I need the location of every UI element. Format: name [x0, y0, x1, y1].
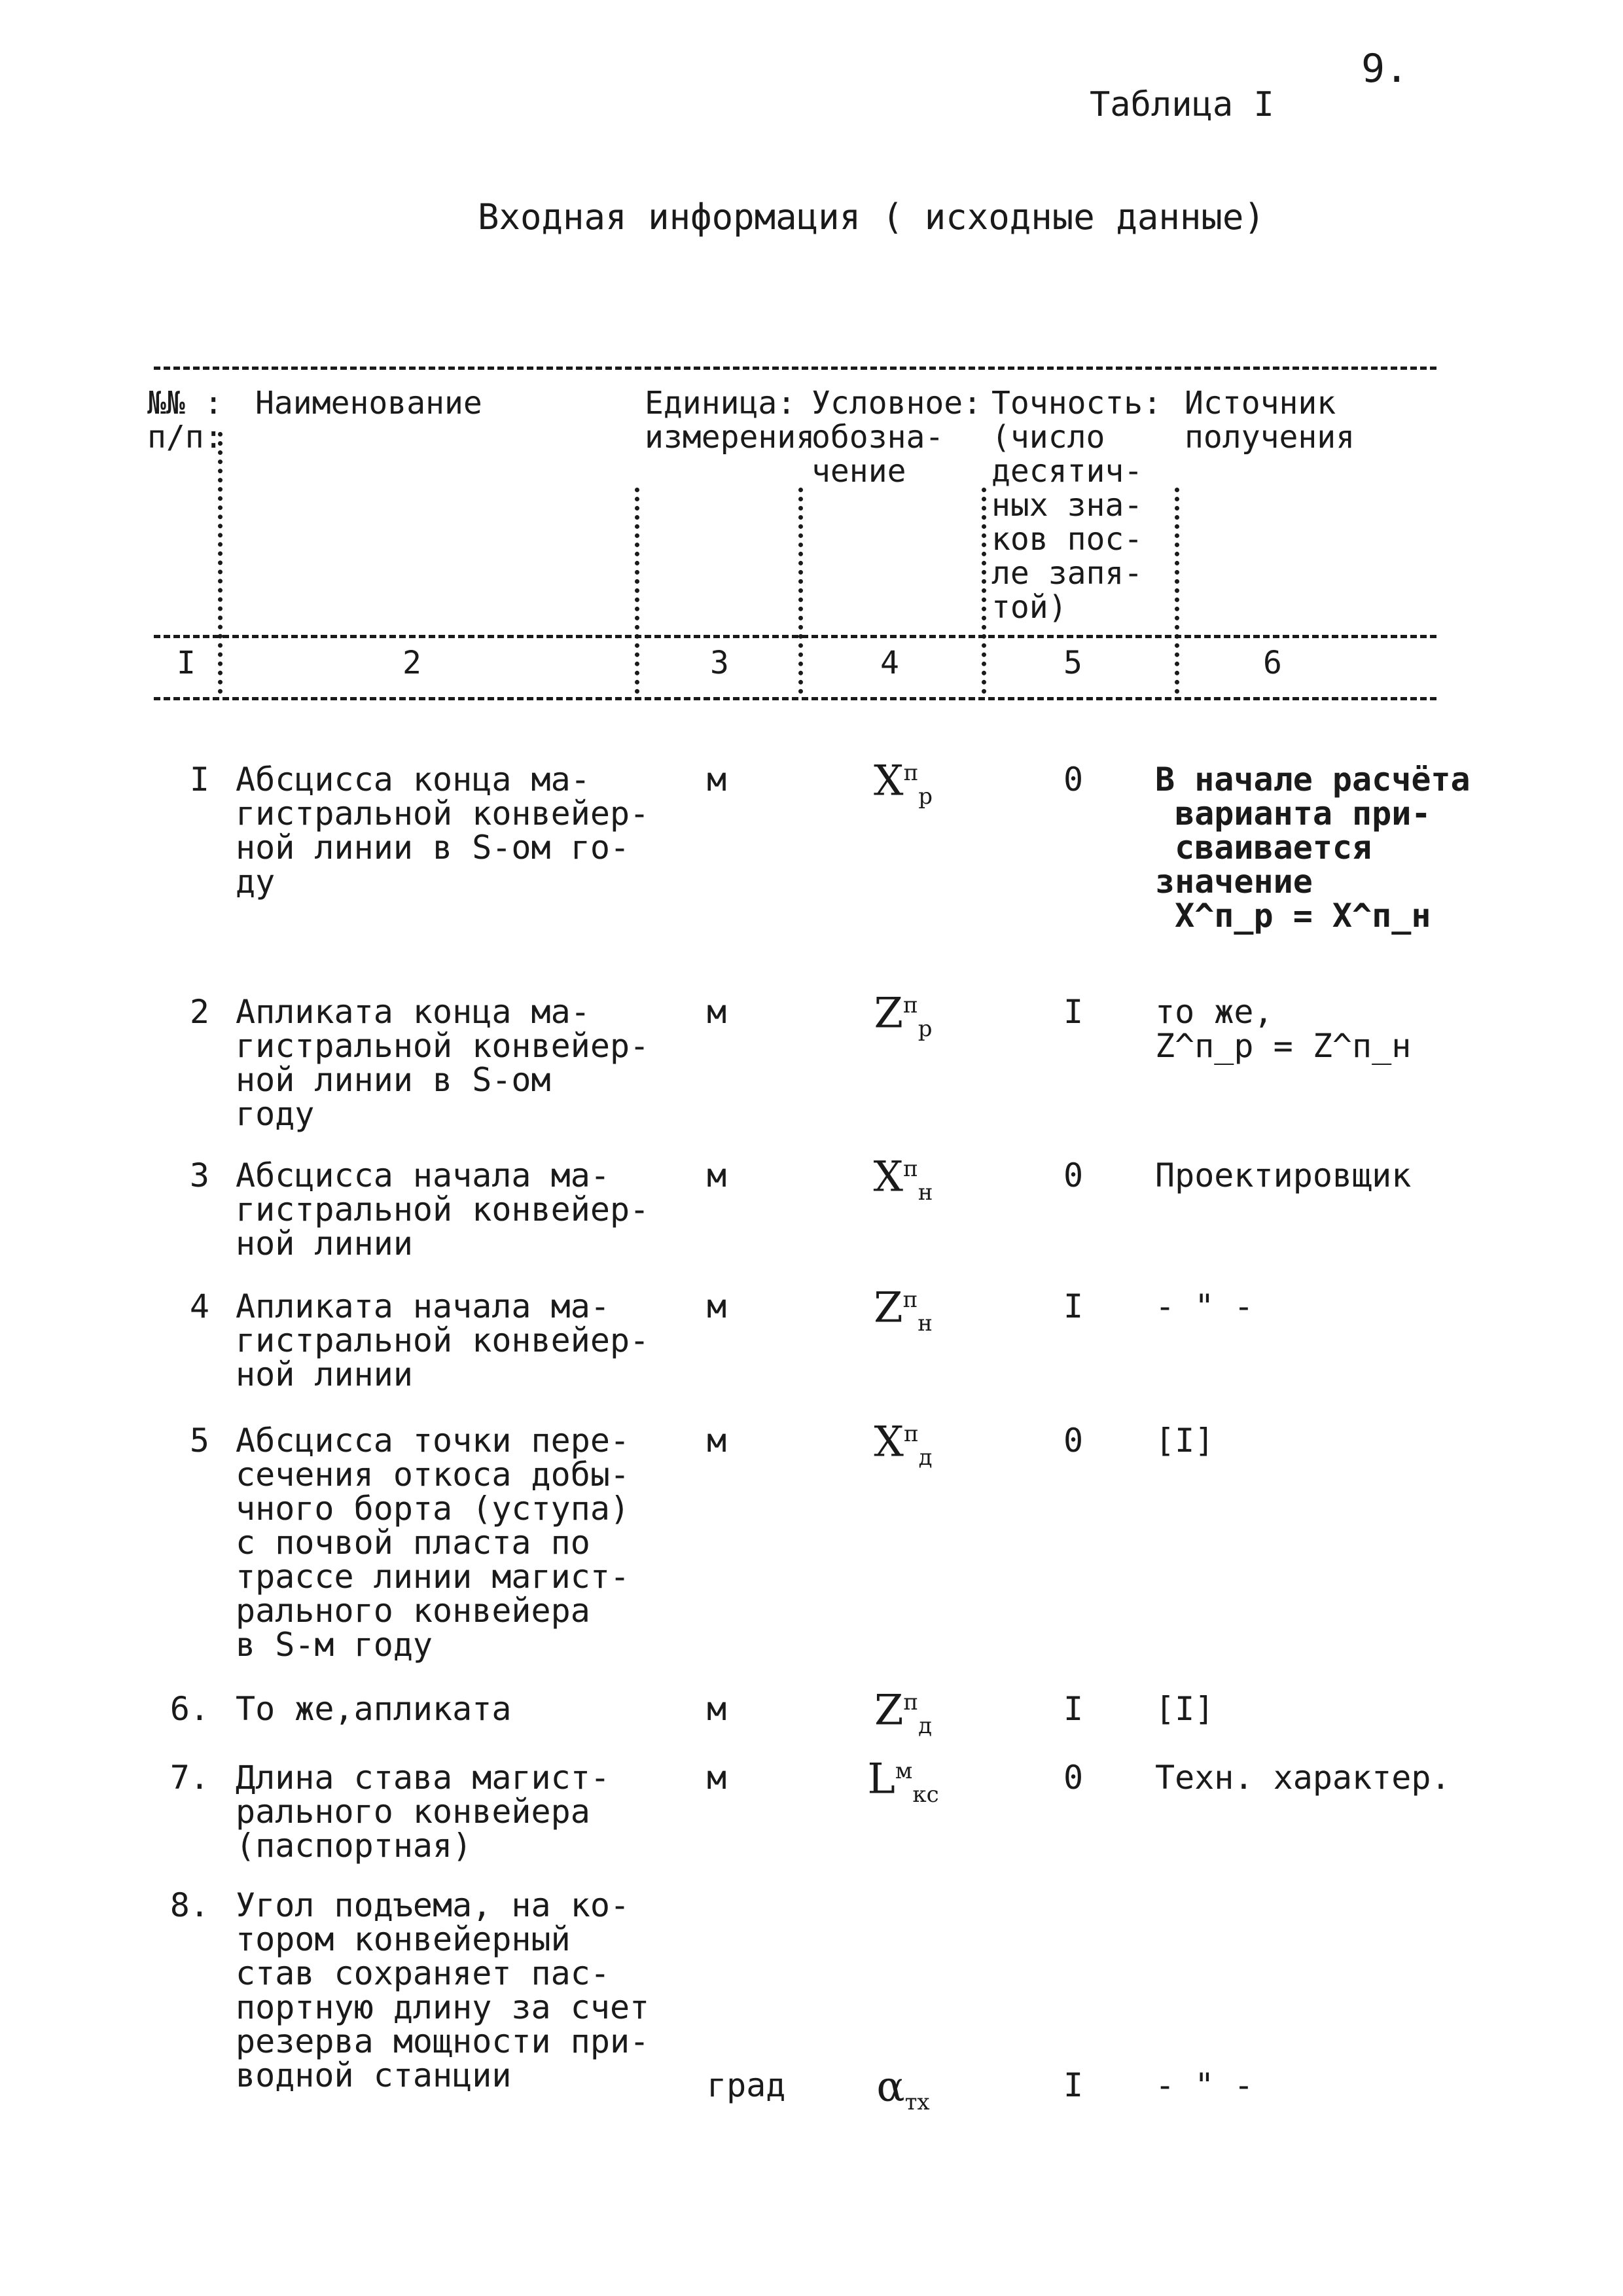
row-symbol: $X^п_н$: [873, 1153, 933, 1206]
row-precision: I: [1063, 2066, 1084, 2104]
row-source: то же, Z^п_р = Z^п_н: [1155, 993, 1412, 1065]
row-unit: м: [707, 1759, 727, 1797]
row-name: Абсцисса точки пере- сечения откоса добы- чного борта (уступа) с почвой пласта по трассе линии магист- рального конвейера в S-м году: [236, 1422, 630, 1664]
row-number: 2: [189, 993, 209, 1031]
header-number: 2: [402, 645, 421, 681]
row-unit: м: [707, 1287, 727, 1325]
row-number: I: [189, 761, 209, 798]
header-col-number: №№ : п/п:: [147, 385, 223, 456]
row-name: Абсцисса конца ма- гистральной конвейер- ной линии в S-ом го- ду: [236, 761, 650, 901]
header-number: 3: [710, 645, 729, 681]
row-name: Апликата конца ма- гистральной конвейер- ной линии в S-ом году: [236, 993, 650, 1133]
table-label: Таблица I: [1090, 85, 1274, 124]
column-separator: [1175, 488, 1179, 694]
column-separator: [218, 432, 223, 694]
header-number: 5: [1063, 645, 1082, 681]
row-precision: I: [1063, 993, 1084, 1031]
header-number: I: [177, 645, 196, 681]
row-unit: м: [707, 1690, 727, 1728]
row-source: - " -: [1155, 2066, 1254, 2104]
header-number: 4: [880, 645, 899, 681]
row-source: Техн. характер.: [1155, 1759, 1451, 1797]
row-unit: м: [707, 993, 727, 1031]
row-name: Угол подъема, на ко- тором конвейерный став сохраняет пас- портную длину за счет резерва мощности при- водной станции: [236, 1886, 650, 2094]
row-number: 3: [189, 1157, 209, 1194]
row-symbol: $X^п_р$: [874, 757, 933, 810]
row-precision: I: [1063, 1287, 1084, 1325]
column-separator: [982, 488, 986, 694]
row-unit: м: [707, 1422, 727, 1460]
header-mid-rule: [154, 635, 1436, 638]
row-source: Проектировщик: [1155, 1157, 1412, 1194]
row-source: - " -: [1155, 1287, 1254, 1325]
row-unit: град: [707, 2066, 786, 2104]
row-symbol: $Z^п_н$: [874, 1283, 933, 1337]
row-precision: 0: [1063, 1759, 1084, 1797]
row-unit: м: [707, 1157, 727, 1194]
page-title: Входная информация ( исходные данные): [478, 196, 1265, 238]
row-name: То же,апликата: [236, 1690, 512, 1728]
column-separator: [798, 488, 803, 694]
row-symbol: $\alpha_{тх}$: [876, 2062, 930, 2116]
header-top-rule: [154, 367, 1436, 370]
row-precision: 0: [1063, 1157, 1084, 1194]
page-number: 9.: [1361, 46, 1409, 92]
row-precision: 0: [1063, 761, 1084, 798]
row-name: Длина става магист- рального конвейера (паспортная): [236, 1759, 610, 1865]
row-symbol: $L^м_{кс}$: [867, 1755, 939, 1808]
header-number: 6: [1263, 645, 1282, 681]
header-col-source: Источник получения: [1185, 385, 1355, 456]
row-number: 7.: [169, 1759, 209, 1797]
row-number: 4: [189, 1287, 209, 1325]
header-col-name: Наименование: [255, 385, 482, 422]
header-col-precision: Точность: (число десятич- ных зна- ков пос- ле запя- той): [991, 385, 1162, 626]
row-symbol: $Z^п_д$: [874, 1686, 933, 1740]
row-source: В начале расчёта варианта при- сваивается значение X^п_р = X^п_н: [1155, 761, 1471, 935]
row-source: [I]: [1155, 1422, 1215, 1460]
row-precision: I: [1063, 1690, 1084, 1728]
column-separator: [635, 488, 639, 694]
row-source: [I]: [1155, 1690, 1215, 1728]
row-number: 6.: [169, 1690, 209, 1728]
row-name: Апликата начала ма- гистральной конвейер- ной линии: [236, 1287, 650, 1393]
row-symbol: $Z^п_р$: [874, 989, 933, 1043]
header-col-symbol: Условное: обозна- чение: [812, 385, 982, 490]
row-name: Абсцисса начала ма- гистральной конвейер- ной линии: [236, 1157, 650, 1263]
header-bottom-rule: [154, 697, 1436, 700]
row-precision: 0: [1063, 1422, 1084, 1460]
row-symbol: $X^п_д$: [874, 1418, 933, 1471]
row-unit: м: [707, 761, 727, 798]
row-number: 8.: [169, 1886, 209, 1924]
header-col-unit: Единица: измерения: [645, 385, 815, 456]
row-number: 5: [189, 1422, 209, 1460]
